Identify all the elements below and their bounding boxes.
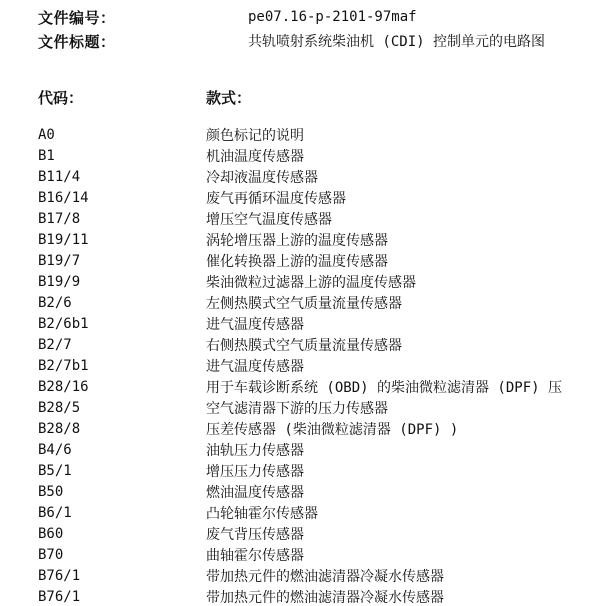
component-code: B5/1 <box>38 462 72 479</box>
component-description: 机油温度传感器 <box>206 148 304 165</box>
list-item <box>38 460 602 481</box>
component-code: B60 <box>38 525 64 542</box>
list-item <box>38 292 602 313</box>
component-code: B6/1 <box>38 504 72 521</box>
list-item <box>38 397 602 418</box>
component-description: 凸轮轴霍尔传感器 <box>206 505 318 522</box>
doc-title-label: 文件标题： <box>38 32 116 51</box>
list-item <box>38 544 602 565</box>
component-description: 燃油温度传感器 <box>206 484 304 501</box>
style-column-header: 款式： <box>206 88 252 107</box>
doc-number-value: pe07.16-p-2101-97maf <box>248 9 417 25</box>
component-code: B76/1 <box>38 567 81 584</box>
component-description: 冷却液温度传感器 <box>206 169 318 186</box>
list-item <box>38 523 602 544</box>
component-code: B28/8 <box>38 420 81 437</box>
component-description: 空气滤清器下游的压力传感器 <box>206 400 388 417</box>
component-code: B4/6 <box>38 441 72 458</box>
list-item <box>38 418 602 439</box>
component-code: B11/4 <box>38 168 81 185</box>
list-item <box>38 124 602 145</box>
component-code: A0 <box>38 126 55 143</box>
component-description: 进气温度传感器 <box>206 358 304 375</box>
component-code: B17/8 <box>38 210 81 227</box>
doc-number-row <box>38 7 417 27</box>
list-item <box>38 481 602 502</box>
component-description: 带加热元件的燃油滤清器冷凝水传感器 <box>206 568 444 585</box>
component-description: 增压空气温度传感器 <box>206 211 332 228</box>
component-description: 催化转换器上游的温度传感器 <box>206 253 388 270</box>
component-description: 带加热元件的燃油滤清器冷凝水传感器 <box>206 589 444 606</box>
component-code: B28/16 <box>38 378 89 395</box>
doc-title-value: 共轨喷射系统柴油机 (CDI) 控制单元的电路图 <box>248 34 545 50</box>
list-item <box>38 145 602 166</box>
component-description: 废气背压传感器 <box>206 526 304 543</box>
table-header <box>38 86 251 108</box>
list-item <box>38 166 602 187</box>
component-description: 增压压力传感器 <box>206 463 304 480</box>
component-code: B1 <box>38 147 55 164</box>
list-item <box>38 355 602 376</box>
list-item <box>38 313 602 334</box>
list-item <box>38 502 602 523</box>
component-code: B2/7 <box>38 336 72 353</box>
list-item <box>38 187 602 208</box>
list-item <box>38 565 602 586</box>
component-description: 曲轴霍尔传感器 <box>206 547 304 564</box>
component-description: 进气温度传感器 <box>206 316 304 333</box>
component-description: 用于车载诊断系统 (OBD) 的柴油微粒滤清器 (DPF) 压 <box>206 379 563 396</box>
doc-title-row <box>38 31 545 51</box>
component-code: B19/7 <box>38 252 81 269</box>
component-code: B2/6b1 <box>38 315 89 332</box>
component-description: 右侧热膜式空气质量流量传感器 <box>206 337 402 354</box>
list-item <box>38 439 602 460</box>
component-description: 柴油微粒过滤器上游的温度传感器 <box>206 274 416 291</box>
component-code: B50 <box>38 483 64 500</box>
component-list <box>38 124 602 606</box>
list-item <box>38 271 602 292</box>
doc-number-label: 文件编号： <box>38 8 116 27</box>
component-description: 左侧热膜式空气质量流量传感器 <box>206 295 402 312</box>
component-code: B2/7b1 <box>38 357 89 374</box>
component-description: 油轨压力传感器 <box>206 442 304 459</box>
list-item <box>38 208 602 229</box>
component-code: B76/1 <box>38 588 81 605</box>
component-code: B19/11 <box>38 231 89 248</box>
list-item <box>38 586 602 606</box>
component-description: 涡轮增压器上游的温度传感器 <box>206 232 388 249</box>
component-code: B70 <box>38 546 64 563</box>
list-item <box>38 229 602 250</box>
component-code: B28/5 <box>38 399 81 416</box>
list-item <box>38 376 602 397</box>
list-item <box>38 334 602 355</box>
component-code: B19/9 <box>38 273 81 290</box>
component-description: 废气再循环温度传感器 <box>206 190 346 207</box>
component-code: B16/14 <box>38 189 89 206</box>
list-item <box>38 250 602 271</box>
component-description: 颜色标记的说明 <box>206 127 304 144</box>
component-description: 压差传感器 (柴油微粒滤清器 (DPF) ) <box>206 421 459 438</box>
code-column-header: 代码： <box>38 88 84 107</box>
component-code: B2/6 <box>38 294 72 311</box>
